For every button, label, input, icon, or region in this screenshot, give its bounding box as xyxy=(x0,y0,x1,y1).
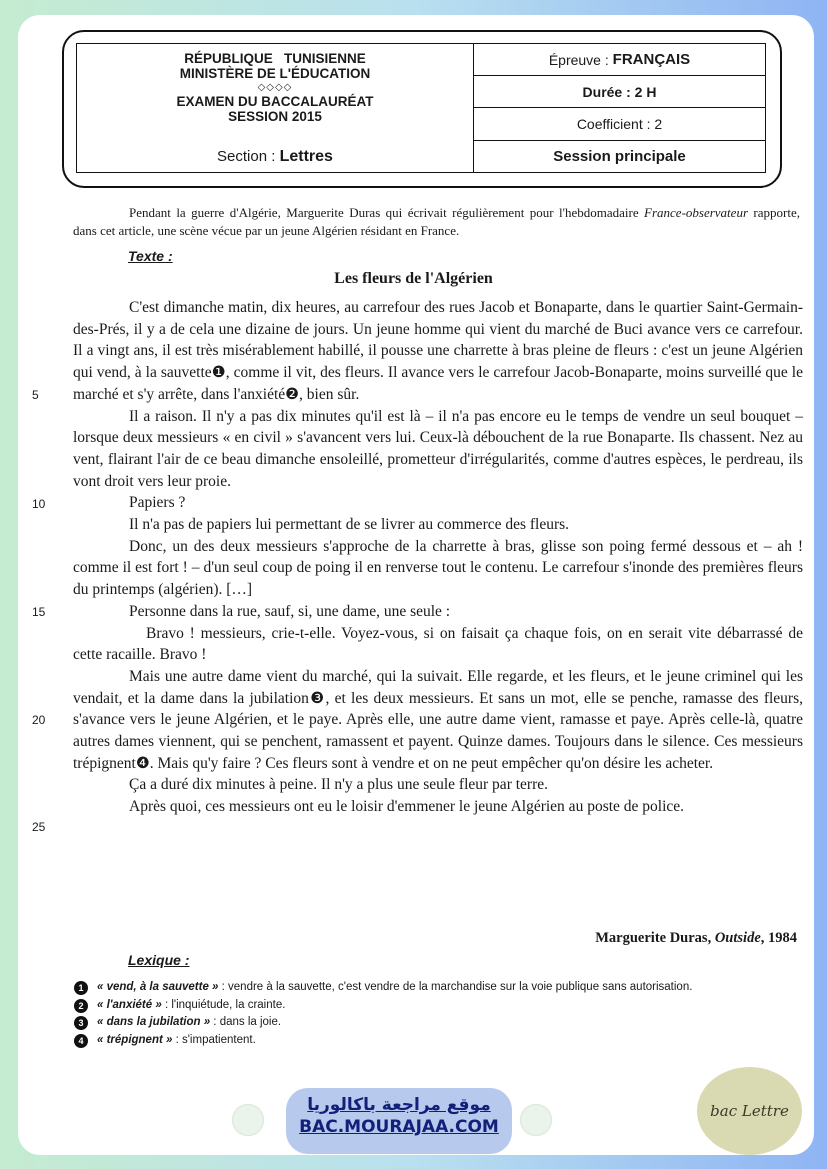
line-number: 15 xyxy=(32,605,46,619)
lexique-item xyxy=(74,997,799,1015)
lexique-item xyxy=(74,1014,799,1032)
paragraph-8: Mais une autre dame vient du marché, qui la suivait. Elle regarde, et les fleurs, et le jeune criminel qui les vendait, et la dame dans la jubilation❸, et les deux messieurs. Et sans un mot, elle se penche, ramasse des fleurs, s'avance vers le jeune Algérien, et le paye. Après elle, une autre dame vient, ramasse et paye. Après celle-là, quatre autres dames viennent, qui se penchent, ramassent et payent. Quinze dames. Toujours dans le silence. Ces messieurs trépignent❹. Mais qu'y faire ? Ces fleurs sont à vendre et on ne peut empêcher qu'on désire les acheter. xyxy=(73,667,803,772)
paragraph-6: Personne dans la rue, sauf, si, une dame, une seule : xyxy=(129,602,451,620)
line-number: 10 xyxy=(32,497,46,511)
ministry: MINISTÈRE DE L'ÉDUCATION xyxy=(179,66,371,81)
lexique-term: « vend, à la sauvette » xyxy=(97,981,219,993)
exam-name: EXAMEN DU BACCALAURÉAT xyxy=(176,94,374,109)
text-body xyxy=(73,297,803,818)
site-logo-icon xyxy=(232,1104,264,1136)
lexique-number: 4 xyxy=(74,1034,88,1048)
line-number: 25 xyxy=(32,820,46,834)
lexique-number: 3 xyxy=(74,1016,88,1030)
lexique-definition: : vendre à la sauvette, c'est vendre de la marchandise sur la voie publique sans autorisation. xyxy=(218,981,693,993)
paragraph-2: Il a raison. Il n'y a pas dix minutes qu'il est là – il n'a pas encore eu le temps de vendre un seul bouquet – lorsque deux messieurs « en civil » s'avancent vers lui. Ceux-là débouchent de la rue Bonaparte. Ils chassent. Nez au vent, flairant l'air de ce beau dimanche ensoleillé, prometteur d'irrégularités, comme d'autres espèces, le perdreau, ils vont droit vers leur proie. xyxy=(73,407,803,490)
lexique-number: 1 xyxy=(74,981,88,995)
site-url-link[interactable]: BAC.MOURAJAA.COM xyxy=(299,1117,499,1137)
lexique-definition: : s'impatientent. xyxy=(172,1033,256,1046)
texte-label: Texte : xyxy=(128,248,173,264)
site-badge[interactable] xyxy=(286,1088,512,1154)
intro-part2: rapporte, dans cet article, une scène vécue par un jeune Algérien résidant en France. xyxy=(73,205,800,238)
epreuve-cell xyxy=(474,44,765,76)
text-title: Les fleurs de l'Algérien xyxy=(334,270,493,287)
lexique-number: 2 xyxy=(74,999,88,1013)
header-institution xyxy=(77,44,474,141)
source-author: Marguerite Duras, xyxy=(595,930,715,946)
section-label: Section : xyxy=(217,148,280,165)
line-number: 20 xyxy=(32,713,46,727)
section-value: Lettres xyxy=(279,147,333,165)
coefficient-cell: Coefficient : 2 xyxy=(474,108,765,141)
site-logo-icon xyxy=(520,1104,552,1136)
paragraph-7: Bravo ! messieurs, crie-t-elle. Voyez-vous, si on faisait ça chaque fois, on en serait vite débarrassé de cette racaille. Bravo ! xyxy=(73,624,803,664)
epreuve-label: Épreuve : xyxy=(548,51,613,68)
lexique-item xyxy=(74,979,799,997)
source-year: , 1984 xyxy=(760,930,797,946)
lexique-term: « trépignent » xyxy=(97,1033,173,1046)
lexique-item xyxy=(74,1032,799,1050)
source-citation xyxy=(595,930,797,947)
intro-part1: Pendant la guerre d'Algérie, Marguerite Duras qui écrivait régulièrement pour l'hebdomadaire xyxy=(129,205,645,220)
paragraph-3: Papiers ? xyxy=(129,494,186,512)
lexique-term: « l'anxiété » xyxy=(97,998,162,1011)
intro-paragraph xyxy=(73,204,800,240)
lexique-list xyxy=(74,979,799,1049)
diamonds-ornament: ◇◇◇◇ xyxy=(257,82,293,93)
header-table xyxy=(76,43,766,173)
line-number: 5 xyxy=(32,388,39,402)
paragraph-4: Il n'a pas de papiers lui permettant de se livrer au commerce des fleurs. xyxy=(129,516,570,534)
bac-lettre-logo: bac Lettre xyxy=(697,1067,802,1155)
lexique-definition: : dans la joie. xyxy=(210,1016,282,1028)
site-name-arabic[interactable]: موقع مراجعة باكالوريا xyxy=(307,1095,491,1115)
section-cell xyxy=(77,141,474,172)
lexique-term: « dans la jubilation » xyxy=(97,1016,211,1028)
epreuve-value: FRANÇAIS xyxy=(612,51,691,68)
paragraph-1: C'est dimanche matin, dix heures, au carrefour des rues Jacob et Bonaparte, dans le quartier Saint-Germain-des-Prés, il y a de cela une dizaine de jours. Un jeune homme qui vient du marché de Buci avance vers ce carrefour. Il a vingt ans, il est très misérablement habillé, il pousse une charrette à bras pleine de fleurs : c'est un jeune Algérien qui vend, à la sauvette❶, comme il vit, des fleurs. Il avance vers le carrefour Jacob-Bonaparte, moins surveillé que le marché et s'y arrête, dans l'anxiété❷, bien sûr. xyxy=(73,299,803,403)
paragraph-5: Donc, un des deux messieurs s'approche de la charrette à bras, glisse son poing fermé dessous et – ah ! comme il est fort ! – d'un seul coup de poing il en renverse tout le contenu. Le carrefour s'inonde des premières fleurs du printemps (algérien). […] xyxy=(73,537,803,599)
lexique-label: Lexique : xyxy=(128,952,190,968)
journal-name: France-observateur xyxy=(644,205,748,220)
lexique-definition: : l'inquiétude, la crainte. xyxy=(161,998,286,1011)
duree-cell: Durée : 2 H xyxy=(474,76,765,108)
country: RÉPUBLIQUE TUNISIENNE xyxy=(184,51,366,66)
paragraph-10: Après quoi, ces messieurs ont eu le loisir d'emmener le jeune Algérien au poste de police. xyxy=(129,798,685,816)
session-type: Session principale xyxy=(553,148,686,165)
paragraph-9: Ça a duré dix minutes à peine. Il n'y a plus une seule fleur par terre. xyxy=(129,776,548,794)
source-work: Outside xyxy=(714,930,761,946)
session-year: SESSION 2015 xyxy=(228,109,322,124)
